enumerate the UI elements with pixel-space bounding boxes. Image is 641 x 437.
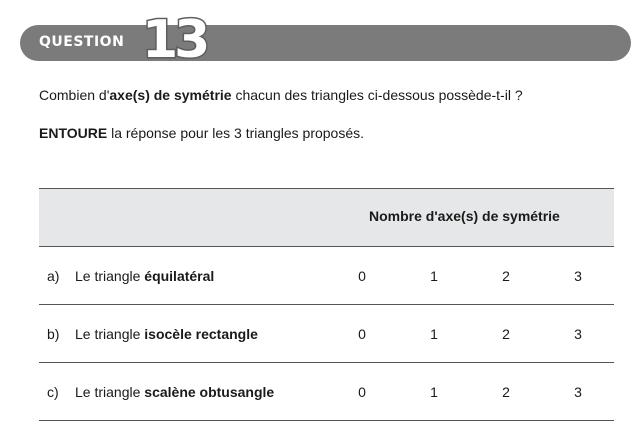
question-text-bold: axe(s) de symétrie [109, 87, 232, 103]
answer-table [39, 188, 614, 421]
answer-option-1[interactable]: 1 [430, 326, 438, 342]
question-text-pre: Combien d' [39, 87, 110, 103]
row-label-pre: Le triangle [75, 384, 145, 400]
instruction-text [39, 124, 364, 142]
answer-option-1[interactable]: 1 [430, 268, 438, 284]
answer-option-0[interactable]: 0 [358, 326, 366, 342]
row-label-bold: scalène obtusangle [144, 384, 275, 400]
row-letter: a) [47, 268, 60, 284]
table-row [39, 247, 614, 305]
row-letter: c) [47, 384, 59, 400]
question-text [39, 86, 523, 104]
table-row [39, 363, 614, 421]
table-header [39, 188, 614, 247]
answer-option-2[interactable]: 2 [502, 384, 510, 400]
row-label-bold: isocèle rectangle [144, 326, 258, 342]
answer-option-0[interactable]: 0 [358, 268, 366, 284]
answer-option-1[interactable]: 1 [430, 384, 438, 400]
question-label: QUESTION [39, 34, 125, 50]
row-label [75, 326, 258, 342]
question-number: 13 [142, 10, 207, 70]
row-label [75, 384, 274, 400]
answer-option-3[interactable]: 3 [574, 384, 582, 400]
answer-option-0[interactable]: 0 [358, 384, 366, 400]
instruction-text-bold: ENTOURE [39, 125, 108, 141]
question-text-post: chacun des triangles ci-dessous possède-t-il ? [231, 87, 523, 103]
row-label [75, 268, 214, 284]
row-label-pre: Le triangle [75, 268, 145, 284]
answer-option-3[interactable]: 3 [574, 268, 582, 284]
row-label-bold: équilatéral [144, 268, 215, 284]
row-label-pre: Le triangle [75, 326, 145, 342]
answer-option-2[interactable]: 2 [502, 326, 510, 342]
answer-option-2[interactable]: 2 [502, 268, 510, 284]
table-row [39, 305, 614, 363]
answer-option-3[interactable]: 3 [574, 326, 582, 342]
table-header-label: Nombre d'axe(s) de symétrie [369, 208, 560, 224]
row-letter: b) [47, 326, 60, 342]
instruction-text-post: la réponse pour les 3 triangles proposés. [107, 125, 365, 141]
